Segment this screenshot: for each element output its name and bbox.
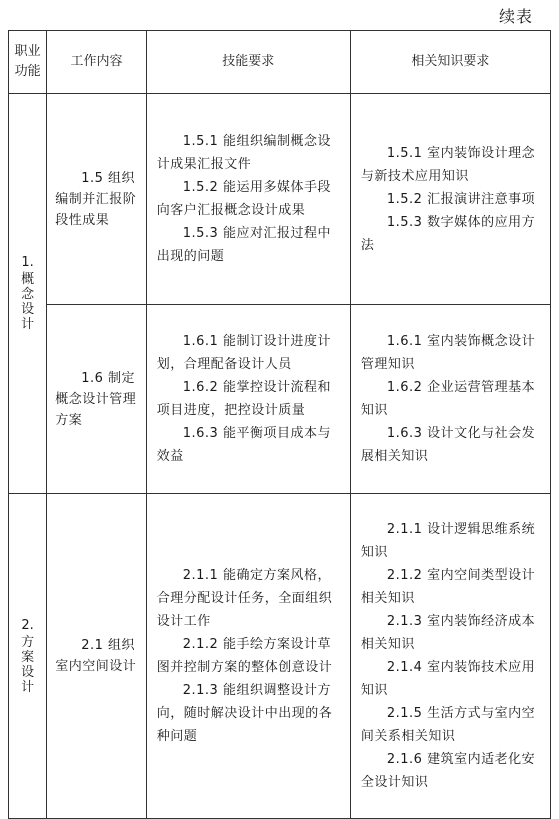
skill-item: 1.6.2 能掌控设计流程和项目进度，把控设计质量 (156, 380, 331, 418)
knowledge-item: 2.1.3 室内装饰经济成本相关知识 (360, 614, 536, 652)
knowledge-item: 2.1.6 建筑室内适老化安全设计知识 (360, 752, 536, 790)
work-content-text: 2.1 组织室内空间设计 (55, 638, 137, 674)
skill-item: 1.6.1 能制订设计进度计划，合理配备设计人员 (156, 334, 331, 372)
function-number: 2. (21, 617, 34, 633)
knowledge-item: 2.1.5 生活方式与室内空间关系相关知识 (360, 706, 536, 744)
knowledge-cell (350, 94, 550, 305)
table-row (9, 305, 551, 494)
work-content-cell (47, 494, 147, 819)
knowledge-cell (350, 305, 550, 494)
work-content-text: 1.5 组织编制并汇报阶段性成果 (55, 170, 137, 228)
knowledge-item: 1.6.3 设计文化与社会发展相关知识 (360, 426, 536, 464)
knowledge-item: 1.6.2 企业运营管理基本知识 (360, 380, 536, 418)
skill-item: 1.5.1 能组织编制概念设计成果汇报文件 (156, 134, 331, 172)
knowledge-item: 1.6.1 室内装饰概念设计管理知识 (360, 334, 536, 372)
function-cell-scheme (9, 494, 47, 819)
header-function: 职业功能 (9, 31, 47, 94)
skill-item: 1.6.3 能平衡项目成本与效益 (156, 426, 331, 464)
knowledge-item: 2.1.1 设计逻辑思维系统知识 (360, 522, 536, 560)
skill-item: 2.1.1 能确定方案风格，合理分配设计任务，全面组织设计工作 (156, 568, 333, 629)
skills-cell (146, 494, 350, 819)
skill-item: 2.1.2 能手绘方案设计草图并控制方案的整体创意设计 (156, 637, 333, 675)
table-row (9, 94, 551, 305)
continued-label: 续表 (498, 7, 533, 26)
function-number: 1. (21, 255, 34, 270)
knowledge-item: 1.5.3 数字媒体的应用方法 (360, 214, 536, 253)
knowledge-item: 1.5.2 汇报演讲注意事项 (386, 191, 536, 207)
knowledge-item: 2.1.2 室内空间类型设计相关知识 (360, 568, 536, 606)
table-row (9, 494, 551, 819)
knowledge-cell (350, 494, 550, 819)
work-content-cell (47, 305, 147, 494)
work-content-text: 1.6 制定概念设计管理方案 (55, 370, 137, 428)
function-cell-concept (9, 94, 47, 494)
header-work-content: 工作内容 (47, 31, 147, 94)
header-row (9, 31, 551, 94)
skill-item: 2.1.3 能组织调整设计方向，随时解决设计中出现的各种问题 (156, 683, 333, 744)
skill-item: 1.5.3 能应对汇报过程中出现的问题 (156, 226, 331, 264)
header-skill-requirements: 技能要求 (146, 31, 350, 94)
skills-cell (146, 94, 350, 305)
knowledge-item: 1.5.1 室内装饰设计理念与新技术应用知识 (360, 145, 536, 184)
function-name: 方案设计 (21, 634, 35, 695)
function-name: 概念设计 (21, 272, 35, 332)
work-content-cell (47, 94, 147, 305)
header-knowledge-requirements: 相关知识要求 (350, 31, 550, 94)
requirements-table (8, 30, 551, 819)
knowledge-item: 2.1.4 室内装饰技术应用知识 (360, 660, 536, 698)
skill-item: 1.5.2 能运用多媒体手段向客户汇报概念设计成果 (156, 180, 331, 218)
skills-cell (146, 305, 350, 494)
